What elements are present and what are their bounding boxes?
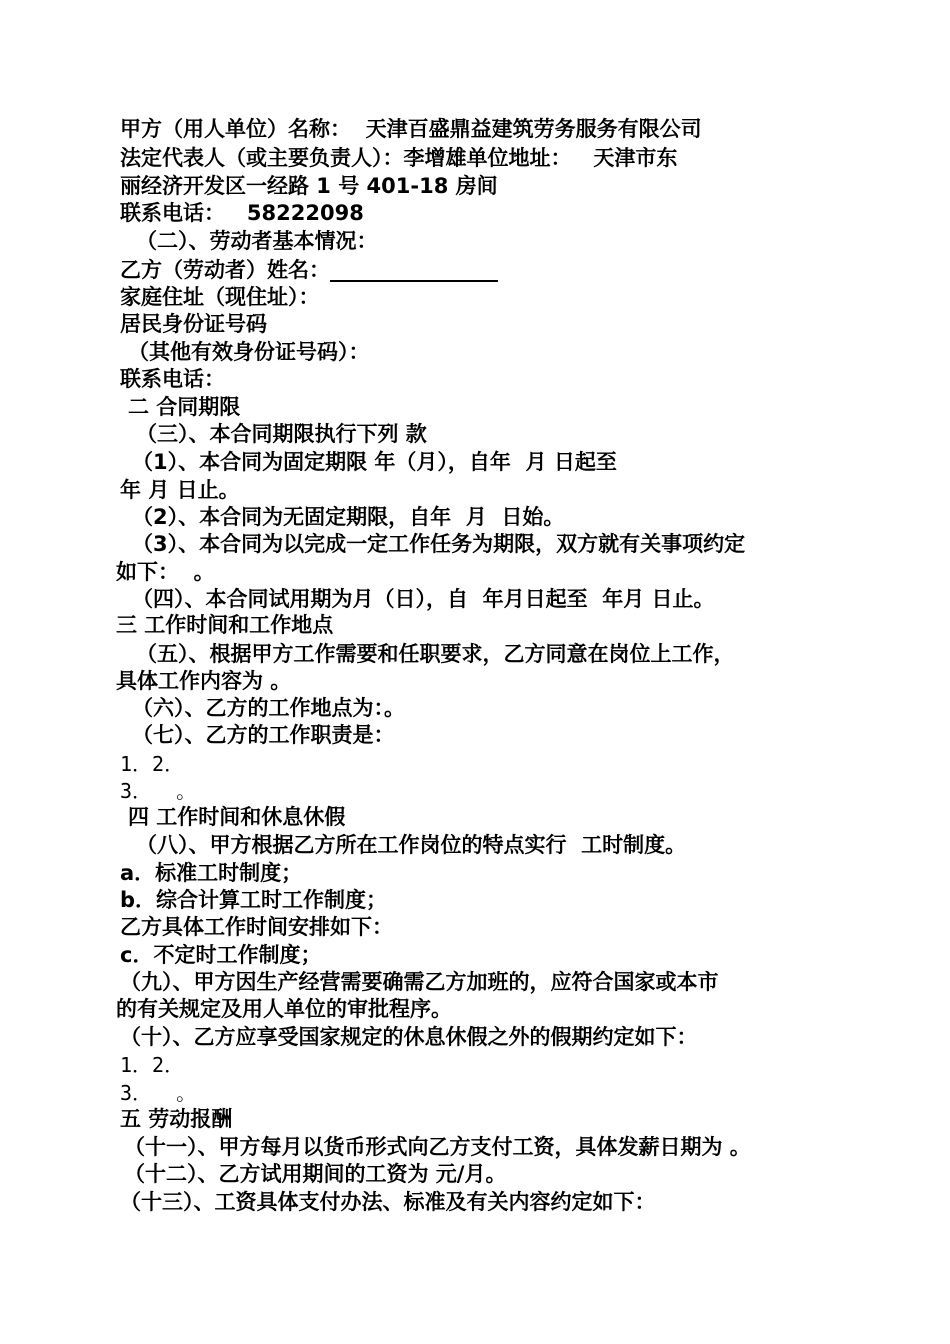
clause-3-2-line: （2）、本合同为无固定期限，自年 月 日始。 bbox=[132, 505, 565, 529]
clause-9-continuation: 的有关规定及用人单位的审批程序。 bbox=[116, 997, 452, 1021]
clause-3-1-continuation: 年 月 日止。 bbox=[120, 478, 240, 502]
party-b-phone-line: 联系电话： bbox=[120, 367, 225, 391]
clause-5-line: （五）、根据甲方工作需要和任职要求，乙方同意在岗位上工作， bbox=[136, 642, 735, 666]
home-address-line: 家庭住址（现住址）： bbox=[120, 285, 320, 309]
section-5-heading: 五 劳动报酬 bbox=[120, 1107, 233, 1131]
clause-7-line: （七）、乙方的工作职责是： bbox=[132, 723, 395, 747]
clause-10-line: （十）、乙方应享受国家规定的休息休假之外的假期约定如下： bbox=[120, 1025, 698, 1049]
option-a-line: a．标准工时制度； bbox=[120, 861, 303, 885]
option-c-line: c．不定时工作制度； bbox=[120, 943, 322, 967]
clause-11-line: （十一）、甲方每月以货币形式向乙方支付工资，具体发薪日期为 。 bbox=[124, 1135, 751, 1159]
party-a-phone-line: 联系电话： 58222098 bbox=[120, 201, 364, 225]
clause-3-3-continuation: 如下： 。 bbox=[116, 560, 215, 584]
clause-8-line: （八）、甲方根据乙方所在工作岗位的特点实行 工时制度。 bbox=[136, 833, 687, 857]
clause-4-line: （四）、本合同试用期为月（日），自 年月日起至 年月 日止。 bbox=[132, 587, 715, 611]
clause-5-continuation: 具体工作内容为 。 bbox=[116, 669, 292, 693]
id-number-line: 居民身份证号码 bbox=[120, 312, 267, 336]
clause-6-line: （六）、乙方的工作地点为：。 bbox=[132, 696, 405, 720]
clause-3-1-line: （1）、本合同为固定期限 年（月），自年 月 日起至 bbox=[132, 450, 617, 474]
clause-13-line: （十三）、工资具体支付办法、标准及有关内容约定如下： bbox=[120, 1190, 656, 1214]
party-b-name-line: 乙方（劳动者）姓名：________________ bbox=[120, 258, 498, 282]
leave-item-3: 3． 。 bbox=[120, 1081, 197, 1105]
schedule-line: 乙方具体工作时间安排如下： bbox=[120, 915, 393, 939]
option-b-line: b．综合计算工时工作制度； bbox=[120, 888, 388, 912]
clause-12-line: （十二）、乙方试用期间的工资为 元/月。 bbox=[124, 1162, 507, 1186]
clause-9-line: （九）、甲方因生产经营需要确需乙方加班的，应符合国家或本市 bbox=[120, 970, 719, 994]
party-a-name-line: 甲方（用人单位）名称： 天津百盛鼎益建筑劳务服务有限公司 bbox=[120, 117, 702, 141]
duty-items-1-2: 1．2． bbox=[120, 752, 185, 776]
other-id-line: （其他有效身份证号码）： bbox=[128, 340, 370, 364]
address-continuation-line: 丽经济开发区一经路 1 号 401-18 房间 bbox=[120, 174, 498, 198]
section-4-heading: 四 工作时间和休息休假 bbox=[128, 805, 346, 829]
section-worker-info-heading: （二）、劳动者基本情况： bbox=[136, 229, 378, 253]
section-2-heading: 二 合同期限 bbox=[128, 395, 241, 419]
legal-representative-line: 法定代表人（或主要负责人）：李增雄单位地址： 天津市东 bbox=[120, 146, 678, 170]
duty-item-3: 3． 。 bbox=[120, 779, 197, 803]
clause-3-3-line: （3）、本合同为以完成一定工作任务为期限，双方就有关事项约定 bbox=[132, 532, 746, 556]
clause-3-line: （三）、本合同期限执行下列 款 bbox=[136, 422, 427, 446]
section-3-heading: 三 工作时间和工作地点 bbox=[116, 613, 334, 637]
leave-items-1-2: 1．2． bbox=[120, 1053, 185, 1077]
